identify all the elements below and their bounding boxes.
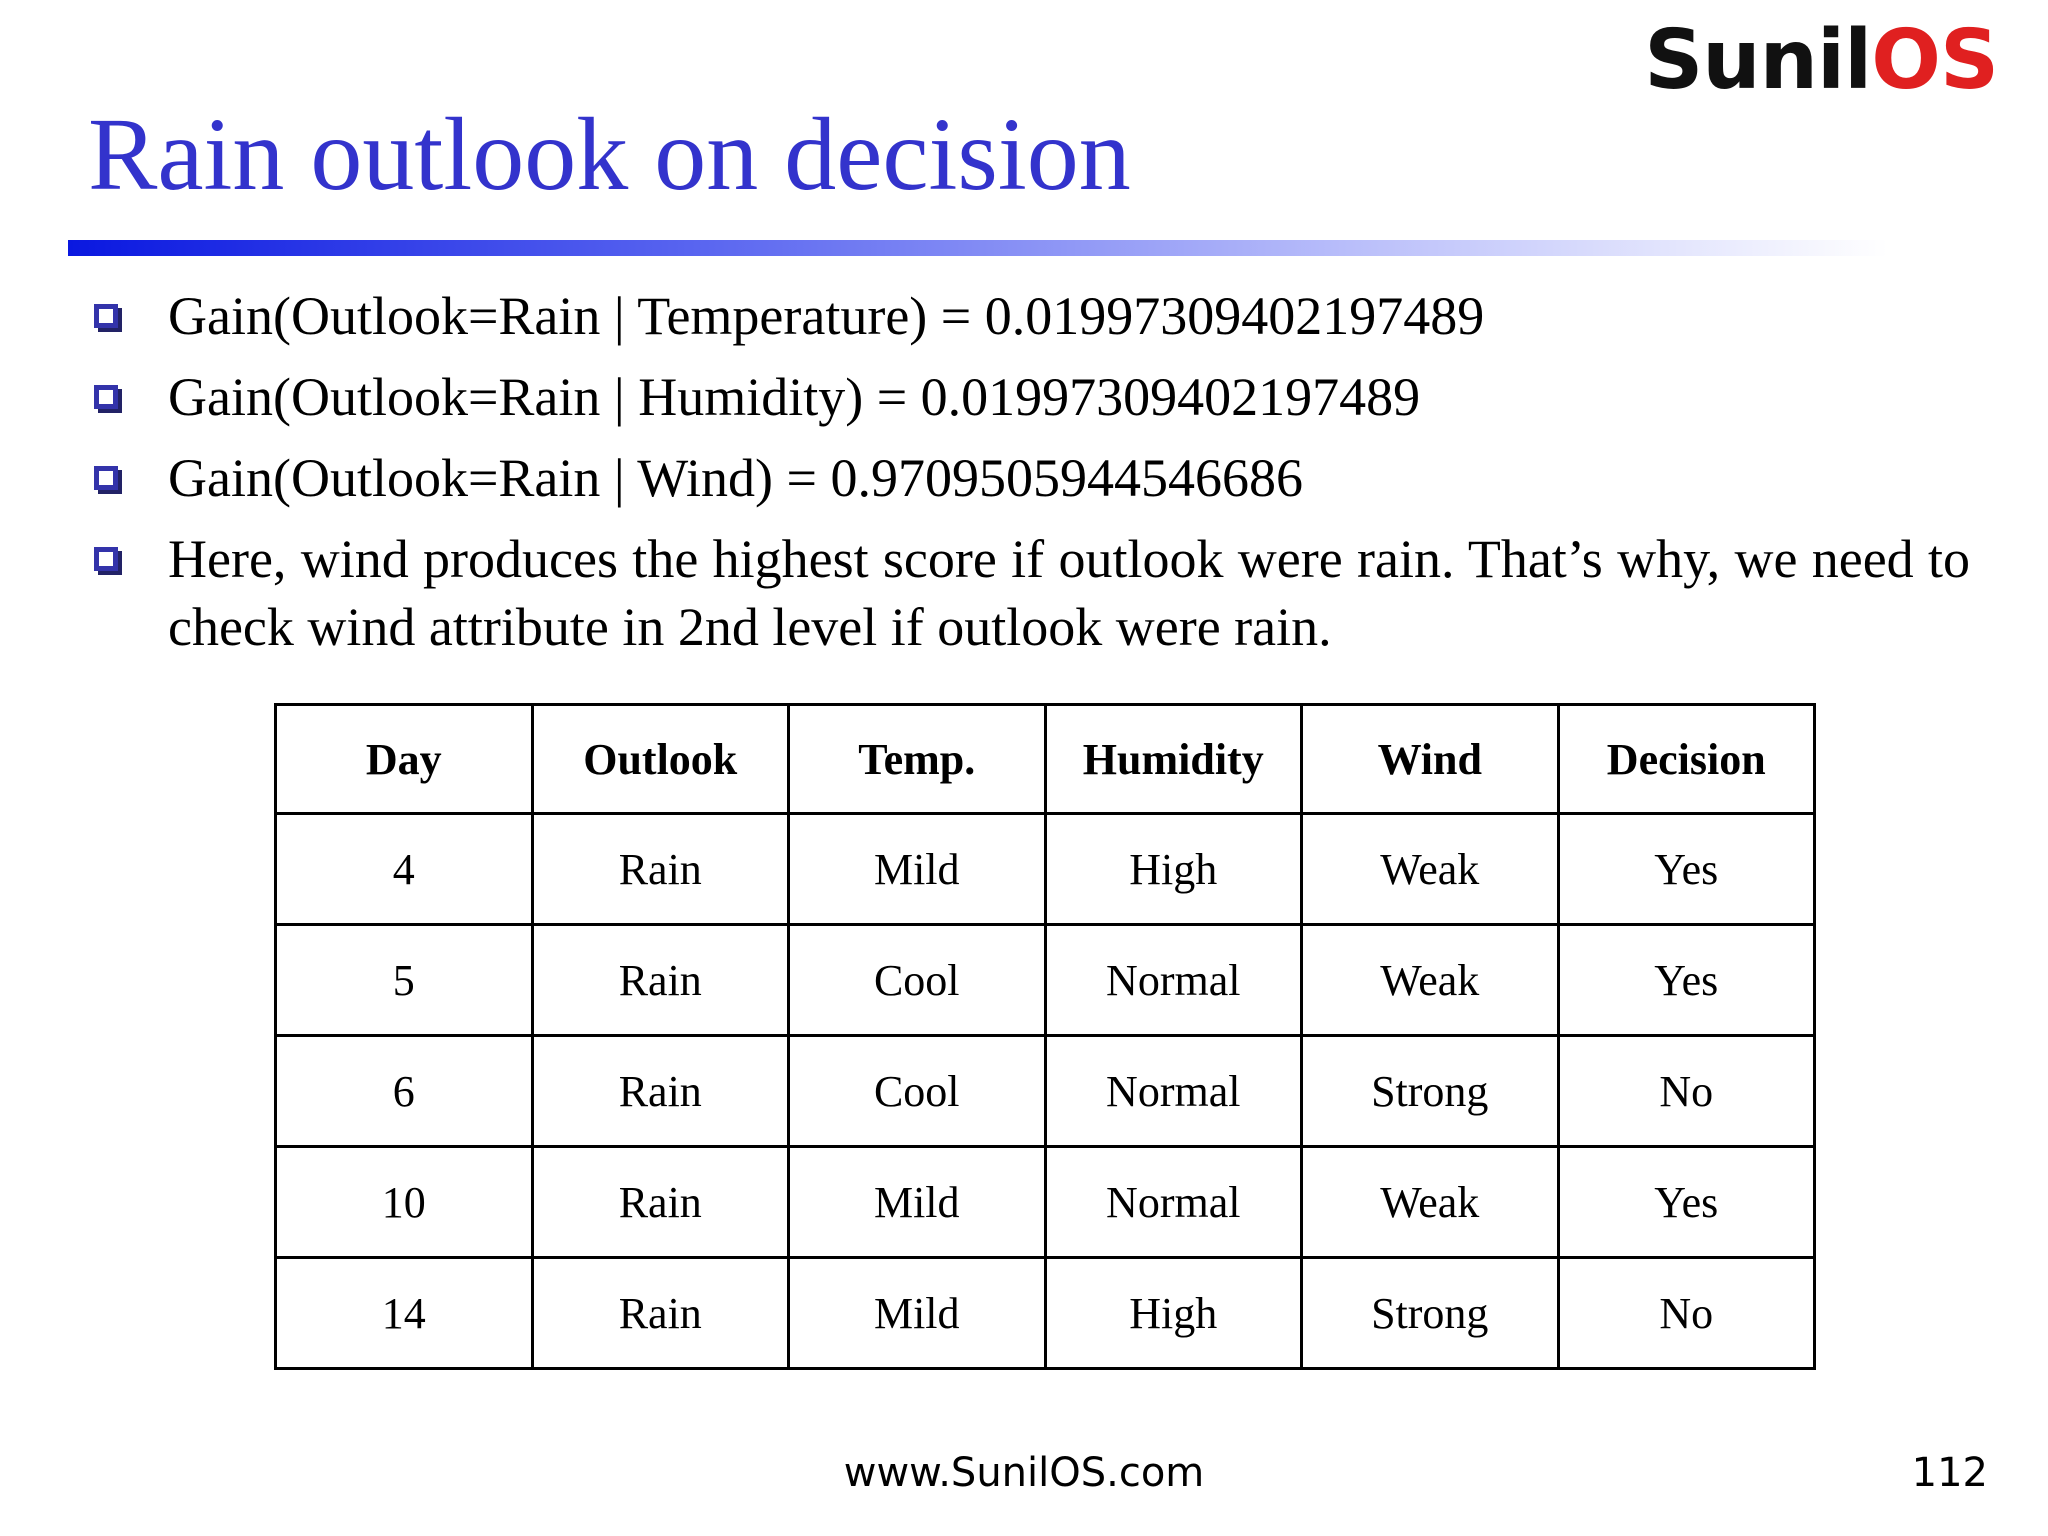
cell-humidity: Normal (1045, 1147, 1302, 1258)
cell-outlook: Rain (532, 1258, 789, 1369)
bullet-item (90, 363, 1970, 431)
footer-website-url: www.SunilOS.com (843, 1450, 1205, 1496)
bullet-list (90, 282, 1970, 674)
column-header-temp: Temp. (789, 705, 1046, 814)
cell-wind: Strong (1302, 1258, 1559, 1369)
checkbox-bullet-icon (94, 385, 118, 409)
cell-humidity: Normal (1045, 925, 1302, 1036)
cell-decision: Yes (1558, 814, 1815, 925)
cell-decision: No (1558, 1036, 1815, 1147)
cell-temp: Cool (789, 925, 1046, 1036)
logo-text-sunil: Sunil (1644, 13, 1872, 108)
cell-day: 5 (276, 925, 533, 1036)
bullet-item (90, 525, 1970, 661)
cell-wind: Weak (1302, 814, 1559, 925)
bullet-item (90, 444, 1970, 512)
weather-data-table (274, 703, 1816, 1370)
cell-decision: Yes (1558, 1147, 1815, 1258)
column-header-humidity: Humidity (1045, 705, 1302, 814)
cell-day: 6 (276, 1036, 533, 1147)
table-row (276, 1258, 1815, 1369)
cell-temp: Mild (789, 1258, 1046, 1369)
cell-wind: Weak (1302, 1147, 1559, 1258)
checkbox-bullet-icon (94, 466, 118, 490)
column-header-decision: Decision (1558, 705, 1815, 814)
page-number: 112 (1911, 1450, 1988, 1496)
bullet-text: Gain(Outlook=Rain | Wind) = 0.9709505944546686 (168, 448, 1303, 508)
title-underline-bar (68, 240, 1888, 256)
cell-outlook: Rain (532, 814, 789, 925)
cell-temp: Mild (789, 814, 1046, 925)
cell-outlook: Rain (532, 925, 789, 1036)
cell-decision: No (1558, 1258, 1815, 1369)
cell-temp: Cool (789, 1036, 1046, 1147)
cell-day: 10 (276, 1147, 533, 1258)
cell-wind: Weak (1302, 925, 1559, 1036)
column-header-wind: Wind (1302, 705, 1559, 814)
table-row (276, 925, 1815, 1036)
logo-text-os: OS (1871, 13, 1998, 108)
cell-day: 14 (276, 1258, 533, 1369)
bullet-text: Gain(Outlook=Rain | Temperature) = 0.01997309402197489 (168, 286, 1485, 346)
checkbox-bullet-icon (94, 304, 118, 328)
column-header-day: Day (276, 705, 533, 814)
table-row (276, 814, 1815, 925)
table-row (276, 1036, 1815, 1147)
bullet-item (90, 282, 1970, 350)
checkbox-bullet-icon (94, 547, 118, 571)
column-header-outlook: Outlook (532, 705, 789, 814)
sunilos-logo (1644, 13, 1998, 108)
cell-temp: Mild (789, 1147, 1046, 1258)
table-row (276, 1147, 1815, 1258)
cell-humidity: High (1045, 1258, 1302, 1369)
cell-humidity: High (1045, 814, 1302, 925)
cell-wind: Strong (1302, 1036, 1559, 1147)
slide-title: Rain outlook on decision (88, 97, 1131, 212)
cell-humidity: Normal (1045, 1036, 1302, 1147)
cell-outlook: Rain (532, 1147, 789, 1258)
cell-decision: Yes (1558, 925, 1815, 1036)
bullet-text: Here, wind produces the highest score if outlook were rain. That’s why, we need to check wind attribute in 2nd level if outlook were rain. (168, 529, 1970, 657)
table-header-row (276, 705, 1815, 814)
cell-outlook: Rain (532, 1036, 789, 1147)
cell-day: 4 (276, 814, 533, 925)
bullet-text: Gain(Outlook=Rain | Humidity) = 0.01997309402197489 (168, 367, 1421, 427)
